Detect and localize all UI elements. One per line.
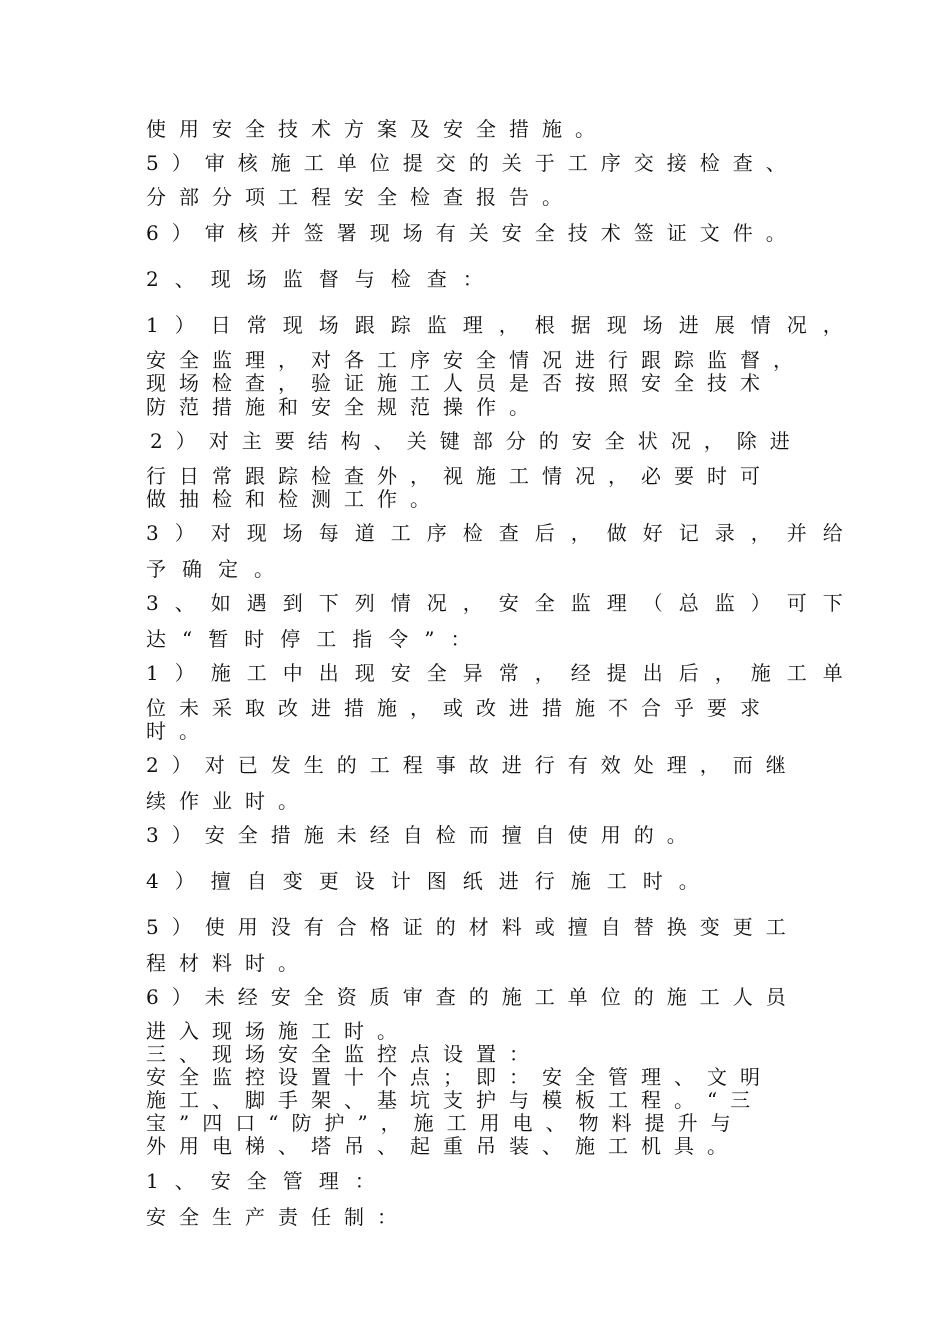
text-line: 外用电梯、塔吊、起重吊装、施工机具。 [146,1134,740,1158]
text-line: 3）对现场每道工序检查后，做好记录，并给 [146,521,859,545]
text-line: 3）安全措施未经自检而擅自使用的。 [146,823,700,847]
text-line: 位未采取改进措施，或改进措施不合乎要求 [146,696,773,720]
section-heading: 2、现场监督与检查： [146,267,499,291]
section-heading: 三、现场安全监控点设置： [146,1042,542,1066]
text-line: 现场检查，验证施工人员是否按照安全技术 [146,371,773,395]
text-line: 防范措施和安全规范操作。 [146,395,542,419]
text-line: 安全生产责任制： [146,1205,410,1229]
text-line: 达“暂时停工指令”： [146,627,487,651]
text-line: 做抽检和检测工作。 [146,487,443,511]
text-line: 6）审核并签署现场有关安全技术签证文件。 [146,221,799,245]
text-line: 安全监理，对各工序安全情况进行跟踪监督， [146,348,806,372]
text-line: 安全监控设置十个点；即：安全管理、文明 [146,1065,773,1089]
text-line: 行日常跟踪检查外，视施工情况，必要时可 [146,464,773,488]
text-line: 6）未经安全资质审查的施工单位的施工人员 [146,985,799,1009]
text-line: 进入现场施工时。 [146,1019,410,1043]
text-line: 1）日常现场跟踪监理，根据现场进展情况， [146,313,859,337]
text-line: 续作业时。 [146,789,311,813]
text-line: 施工、脚手架、基坑支护与模板工程。“三 [146,1088,764,1112]
text-line: 予确定。 [146,557,290,581]
text-line: 使用安全技术方案及安全措施。 [146,117,608,141]
text-line: 2）对主要结构、关键部分的安全状况，除进 [150,429,803,453]
text-line: 5）使用没有合格证的材料或擅自替换变更工 [146,915,799,939]
text-line: 分部分项工程安全检查报告。 [146,185,575,209]
text-line: 程材料时。 [146,951,311,975]
text-line: 4）擅自变更设计图纸进行施工时。 [146,869,715,893]
text-line: 时。 [146,719,212,743]
text-line: 2）对已发生的工程事故进行有效处理，而继 [146,753,799,777]
text-line: 宝”四口“防护”，施工用电、物料提升与 [146,1111,744,1135]
section-heading: 1、安全管理： [146,1169,391,1193]
section-heading: 3、如遇到下列情况，安全监理（总监）可下 [146,591,859,615]
text-line: 5）审核施工单位提交的关于工序交接检查、 [146,151,799,175]
text-line: 1）施工中出现安全异常，经提出后，施工单 [146,661,859,685]
